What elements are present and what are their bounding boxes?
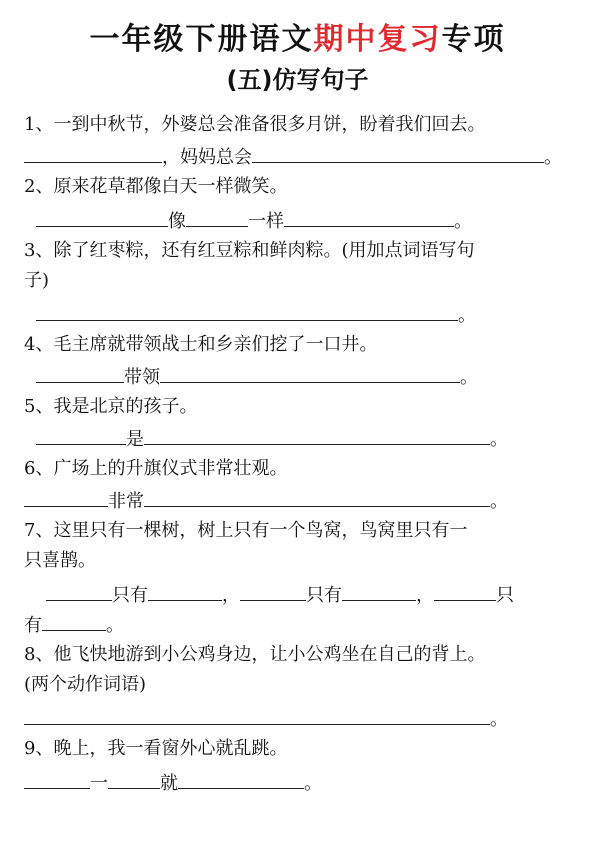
period-mark: 。	[490, 709, 508, 730]
question-6-word-1: 非常	[108, 491, 144, 512]
question-7-word-3b: 有	[24, 615, 42, 636]
question-7-word-3a: 只	[496, 585, 514, 606]
answer-blank[interactable]	[42, 610, 106, 631]
page-subtitle: (五)仿写句子	[226, 66, 369, 94]
answer-blank[interactable]	[144, 486, 490, 507]
answer-blank[interactable]	[240, 580, 306, 601]
question-4-word-1: 带领	[124, 367, 160, 388]
question-7-prompt-cont: 只喜鹊。	[24, 550, 96, 571]
comma-mark: ，	[222, 585, 240, 606]
question-2-word-1: 像	[168, 211, 186, 232]
question-5-answer-line	[36, 424, 577, 453]
question-3-answer-line	[36, 300, 577, 329]
question-9-prompt: 9、晚上，我一看窗外心就乱跳。	[24, 738, 288, 759]
answer-blank[interactable]	[24, 704, 490, 725]
answer-blank[interactable]	[24, 142, 162, 163]
answer-blank[interactable]	[24, 486, 108, 507]
question-1-prompt: 1、一到中秋节，外婆总会准备很多月饼，盼着我们回去。	[24, 114, 486, 135]
question-3-prompt-cont: 子)	[24, 270, 50, 291]
question-7-word-1: 只有	[112, 585, 148, 606]
question-9-answer-line	[24, 768, 577, 797]
answer-blank[interactable]	[186, 206, 248, 227]
question-2-prompt: 2、原来花草都像白天一样微笑。	[24, 176, 288, 197]
answer-blank[interactable]	[36, 300, 458, 321]
question-1-answer-line	[24, 142, 577, 171]
question-5-word-1: 是	[126, 429, 144, 450]
question-8-prompt: 8、他飞快地游到小公鸡身边，让小公鸡坐在自己的背上。	[24, 644, 486, 665]
question-2-answer-line	[36, 206, 577, 235]
question-7-answer-line-2	[24, 610, 577, 639]
period-mark: 。	[460, 367, 478, 388]
answer-blank[interactable]	[284, 206, 454, 227]
answer-blank[interactable]	[434, 580, 496, 601]
period-mark: 。	[490, 491, 508, 512]
question-4-prompt: 4、毛主席就带领战士和乡亲们挖了一口井。	[24, 334, 378, 355]
question-6-answer-line	[24, 486, 577, 515]
title-part-2-highlight: 期中复习	[313, 22, 442, 57]
answer-blank[interactable]	[24, 768, 90, 789]
answer-blank[interactable]	[178, 768, 304, 789]
question-6-prompt: 6、广场上的升旗仪式非常壮观。	[24, 458, 288, 479]
question-9-word-1: 一	[90, 773, 108, 794]
question-1-fill-text: ，妈妈总会	[162, 147, 252, 168]
question-5-prompt: 5、我是北京的孩子。	[24, 396, 198, 417]
question-8-answer-line	[24, 704, 577, 733]
comma-mark: ，	[416, 585, 434, 606]
answer-blank[interactable]	[36, 206, 168, 227]
answer-blank[interactable]	[342, 580, 416, 601]
answer-blank[interactable]	[108, 768, 160, 789]
question-7-word-2: 只有	[306, 585, 342, 606]
title-part-3: 专项	[441, 22, 506, 57]
question-8-prompt-cont: (两个动作词语)	[24, 674, 147, 695]
question-9-word-2: 就	[160, 773, 178, 794]
answer-blank[interactable]	[252, 142, 544, 163]
title-part-1: 一年级下册语文	[89, 22, 314, 57]
answer-blank[interactable]	[148, 580, 222, 601]
question-7-answer-line	[46, 580, 577, 609]
answer-blank[interactable]	[36, 362, 124, 383]
answer-blank[interactable]	[160, 362, 460, 383]
period-mark: 。	[106, 615, 124, 636]
question-4-answer-line	[36, 362, 577, 391]
period-mark: 。	[458, 305, 476, 326]
period-mark: 。	[490, 429, 508, 450]
question-7-prompt: 7、这里只有一棵树，树上只有一个鸟窝，鸟窝里只有一	[24, 520, 468, 541]
answer-blank[interactable]	[36, 424, 126, 445]
period-mark: 。	[454, 211, 472, 232]
period-mark: 。	[304, 773, 322, 794]
period-mark: 。	[544, 147, 562, 168]
answer-blank[interactable]	[46, 580, 112, 601]
page-title	[0, 20, 595, 60]
question-2-word-2: 一样	[248, 211, 284, 232]
answer-blank[interactable]	[144, 424, 490, 445]
question-3-prompt: 3、除了红枣粽，还有红豆粽和鲜肉粽。(用加点词语写句	[24, 240, 475, 261]
